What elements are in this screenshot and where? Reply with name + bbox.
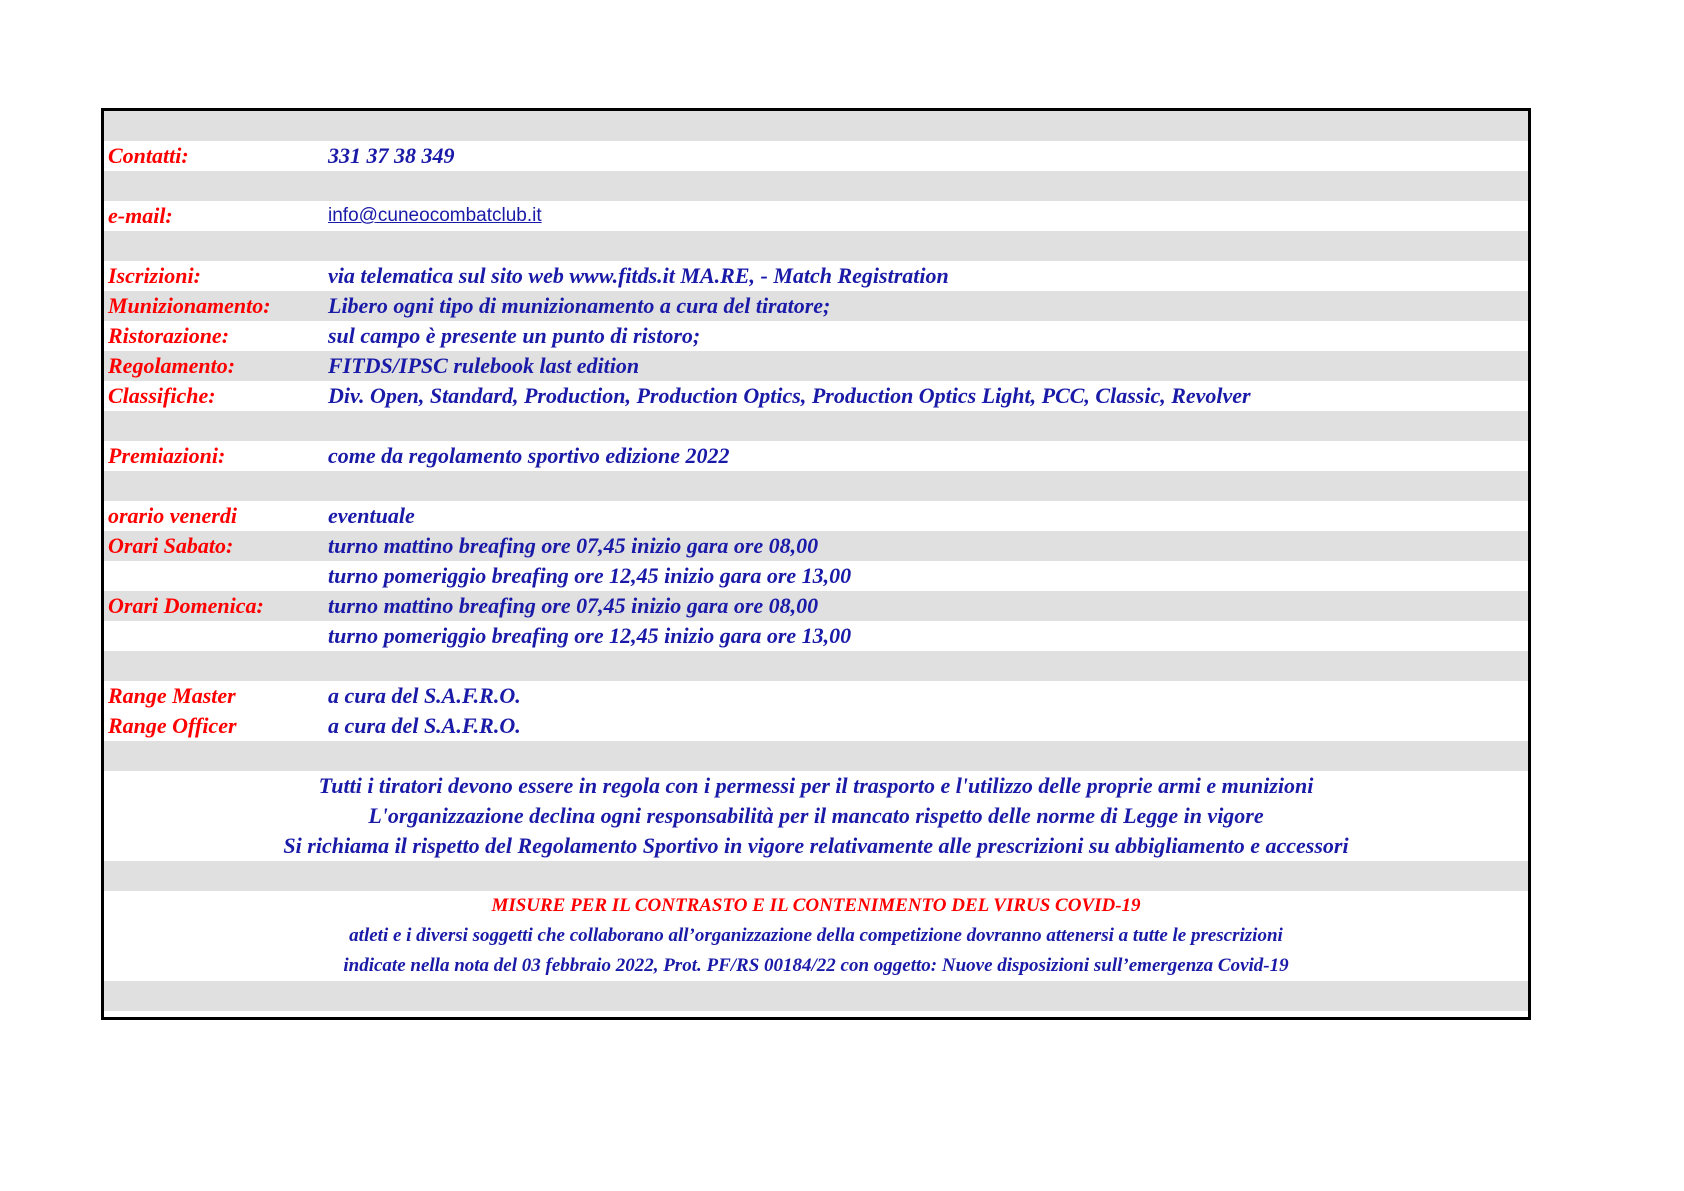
contacts-row [104,141,1528,171]
spacer-row [104,471,1528,501]
spacer-row [104,981,1528,1011]
covid-line-row [104,951,1528,981]
note-row [104,801,1528,831]
covid-line: indicate nella nota del 03 febbraio 2022, Prot. PF/RS 00184/22 con oggetto: Nuove disposizioni sull’emergenza Covid-19 [343,955,1289,976]
info-row [104,381,1528,411]
schedule-label: Orari Sabato: [108,533,234,558]
info-sheet [101,108,1531,1020]
email-link[interactable]: info@cuneocombatclub.it [328,205,542,226]
schedule-row [104,621,1528,651]
spacer-row [104,111,1528,141]
info-value: FITDS/IPSC rulebook last edition [328,353,640,378]
schedule-row [104,531,1528,561]
info-label: Classifiche: [108,383,216,408]
covid-line-row [104,921,1528,951]
info-row [104,321,1528,351]
range-row [104,681,1528,711]
info-label: Munizionamento: [108,293,271,318]
awards-row [104,441,1528,471]
note-row [104,771,1528,801]
spacer-row [104,171,1528,201]
note-text: Si richiama il rispetto del Regolamento Sportivo in vigore relativamente alle prescrizioni su abbigliamento e accessori [283,833,1349,858]
covid-title-row [104,891,1528,921]
spacer-row [104,741,1528,771]
schedule-value: turno pomeriggio breafing ore 12,45 inizio gara ore 13,00 [328,623,852,648]
info-value: sul campo è presente un punto di ristoro; [328,323,701,348]
spacer-row [104,651,1528,681]
range-label: Range Master [108,683,236,708]
awards-value: come da regolamento sportivo edizione 2022 [328,443,730,468]
info-row [104,291,1528,321]
info-value: Libero ogni tipo di munizionamento a cura del tiratore; [328,293,831,318]
email-row [104,201,1528,231]
info-row [104,351,1528,381]
note-text: L'organizzazione declina ogni responsabilità per il mancato rispetto delle norme di Legge in vigore [368,803,1264,828]
schedule-row [104,501,1528,531]
info-value: via telematica sul sito web www.fitds.it MA.RE, - Match Registration [328,263,949,288]
range-value: a cura del S.A.F.R.O. [328,683,521,708]
note-text: Tutti i tiratori devono essere in regola con i permessi per il trasporto e l'utilizzo delle proprie armi e munizioni [318,773,1314,798]
note-row [104,831,1528,861]
schedule-value: eventuale [328,503,415,528]
info-value: Div. Open, Standard, Production, Production Optics, Production Optics Light, PCC, Classic, Revolver [328,383,1251,408]
spacer-row [104,231,1528,261]
info-label: Ristorazione: [108,323,230,348]
schedule-label: orario venerdi [108,503,237,528]
email-label: e-mail: [108,203,173,228]
info-label: Regolamento: [108,353,236,378]
schedule-value: turno mattino breafing ore 07,45 inizio gara ore 08,00 [328,533,819,558]
spacer-row [104,861,1528,891]
spacer-row [104,411,1528,441]
contacts-value: 331 37 38 349 [328,143,455,168]
covid-title: MISURE PER IL CONTRASTO E IL CONTENIMENTO DEL VIRUS COVID-19 [491,895,1141,916]
info-label: Iscrizioni: [108,263,201,288]
schedule-row [104,591,1528,621]
range-row [104,711,1528,741]
range-label: Range Officer [108,713,237,738]
covid-line: atleti e i diversi soggetti che collaborano all’organizzazione della competizione dovranno attenersi a tutte le prescrizioni [349,925,1283,946]
schedule-value: turno mattino breafing ore 07,45 inizio gara ore 08,00 [328,593,819,618]
contacts-label: Contatti: [108,143,189,168]
schedule-row [104,561,1528,591]
awards-label: Premiazioni: [108,443,226,468]
info-row [104,261,1528,291]
schedule-value: turno pomeriggio breafing ore 12,45 inizio gara ore 13,00 [328,563,852,588]
range-value: a cura del S.A.F.R.O. [328,713,521,738]
schedule-label: Orari Domenica: [108,593,264,618]
